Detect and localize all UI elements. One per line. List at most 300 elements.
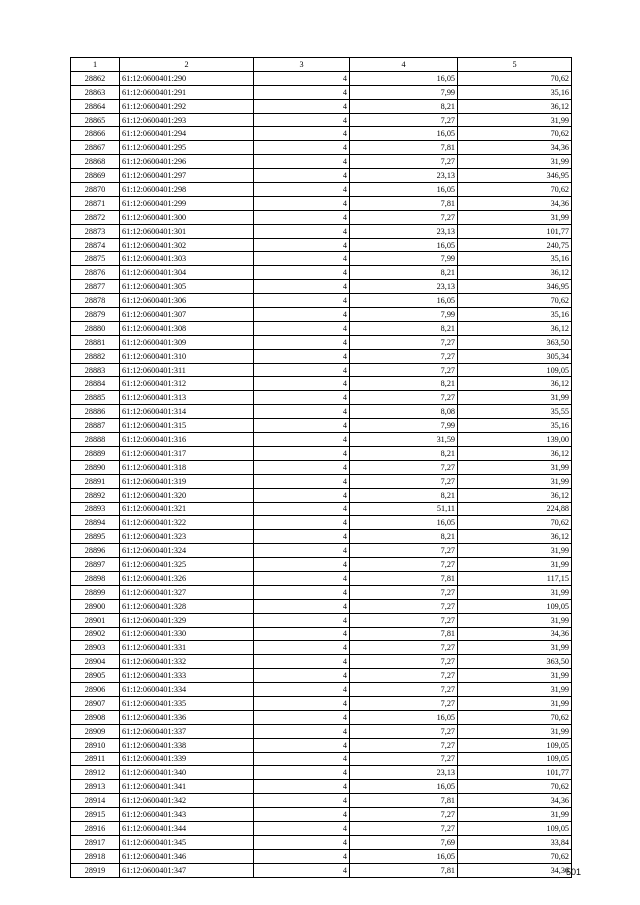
col5-value-cell: 31,99 <box>458 474 572 488</box>
col4-value-cell: 16,05 <box>350 238 458 252</box>
table-row <box>71 349 572 363</box>
table-row <box>71 85 572 99</box>
row-number-cell: 28910 <box>71 738 120 752</box>
col3-value-cell: 4 <box>254 516 350 530</box>
table-row <box>71 821 572 835</box>
cadastral-number-cell: 61:12:0600401:300 <box>120 210 254 224</box>
row-number-cell: 28899 <box>71 585 120 599</box>
cadastral-number-cell: 61:12:0600401:301 <box>120 224 254 238</box>
cadastral-number-cell: 61:12:0600401:317 <box>120 446 254 460</box>
header-col-2: 2 <box>120 58 254 72</box>
row-number-cell: 28879 <box>71 308 120 322</box>
col5-value-cell: 70,62 <box>458 710 572 724</box>
table-row <box>71 127 572 141</box>
row-number-cell: 28911 <box>71 752 120 766</box>
row-number-cell: 28885 <box>71 391 120 405</box>
row-number-cell: 28869 <box>71 169 120 183</box>
table-row <box>71 696 572 710</box>
col5-value-cell: 139,00 <box>458 433 572 447</box>
table-row <box>71 544 572 558</box>
table-row <box>71 321 572 335</box>
col3-value-cell: 4 <box>254 294 350 308</box>
col3-value-cell: 4 <box>254 585 350 599</box>
cadastral-number-cell: 61:12:0600401:337 <box>120 724 254 738</box>
col3-value-cell: 4 <box>254 321 350 335</box>
col4-value-cell: 7,27 <box>350 113 458 127</box>
col5-value-cell: 35,16 <box>458 419 572 433</box>
table-row <box>71 294 572 308</box>
col5-value-cell: 70,62 <box>458 780 572 794</box>
col3-value-cell: 4 <box>254 599 350 613</box>
col4-value-cell: 7,27 <box>350 391 458 405</box>
col4-value-cell: 23,13 <box>350 224 458 238</box>
row-number-cell: 28904 <box>71 655 120 669</box>
col5-value-cell: 31,99 <box>458 641 572 655</box>
row-number-cell: 28863 <box>71 85 120 99</box>
col3-value-cell: 4 <box>254 99 350 113</box>
row-number-cell: 28895 <box>71 530 120 544</box>
row-number-cell: 28900 <box>71 599 120 613</box>
col5-value-cell: 31,99 <box>458 155 572 169</box>
cadastral-number-cell: 61:12:0600401:307 <box>120 308 254 322</box>
col3-value-cell: 4 <box>254 308 350 322</box>
col4-value-cell: 7,99 <box>350 85 458 99</box>
col4-value-cell: 7,27 <box>350 210 458 224</box>
cadastral-number-cell: 61:12:0600401:314 <box>120 405 254 419</box>
table-row <box>71 280 572 294</box>
row-number-cell: 28878 <box>71 294 120 308</box>
col4-value-cell: 7,27 <box>350 613 458 627</box>
col3-value-cell: 4 <box>254 224 350 238</box>
cadastral-number-cell: 61:12:0600401:318 <box>120 460 254 474</box>
cadastral-table <box>70 57 572 878</box>
cadastral-number-cell: 61:12:0600401:302 <box>120 238 254 252</box>
row-number-cell: 28876 <box>71 266 120 280</box>
col3-value-cell: 4 <box>254 474 350 488</box>
col4-value-cell: 7,81 <box>350 571 458 585</box>
col3-value-cell: 4 <box>254 627 350 641</box>
col4-value-cell: 7,99 <box>350 252 458 266</box>
col3-value-cell: 4 <box>254 794 350 808</box>
cadastral-number-cell: 61:12:0600401:299 <box>120 196 254 210</box>
col5-value-cell: 31,99 <box>458 613 572 627</box>
col4-value-cell: 7,27 <box>350 738 458 752</box>
table-row <box>71 766 572 780</box>
table-row <box>71 780 572 794</box>
col5-value-cell: 34,36 <box>458 141 572 155</box>
col5-value-cell: 34,36 <box>458 627 572 641</box>
cadastral-number-cell: 61:12:0600401:323 <box>120 530 254 544</box>
cadastral-number-cell: 61:12:0600401:315 <box>120 419 254 433</box>
col4-value-cell: 16,05 <box>350 849 458 863</box>
row-number-cell: 28905 <box>71 669 120 683</box>
row-number-cell: 28872 <box>71 210 120 224</box>
row-number-cell: 28908 <box>71 710 120 724</box>
col3-value-cell: 4 <box>254 696 350 710</box>
col4-value-cell: 7,27 <box>350 724 458 738</box>
col4-value-cell: 7,27 <box>350 808 458 822</box>
col5-value-cell: 70,62 <box>458 183 572 197</box>
cadastral-number-cell: 61:12:0600401:342 <box>120 794 254 808</box>
col3-value-cell: 4 <box>254 488 350 502</box>
col5-value-cell: 36,12 <box>458 99 572 113</box>
col3-value-cell: 4 <box>254 363 350 377</box>
table-row <box>71 655 572 669</box>
col3-value-cell: 4 <box>254 835 350 849</box>
table-row <box>71 669 572 683</box>
table-row <box>71 474 572 488</box>
col4-value-cell: 8,21 <box>350 488 458 502</box>
cadastral-number-cell: 61:12:0600401:320 <box>120 488 254 502</box>
row-number-cell: 28892 <box>71 488 120 502</box>
row-number-cell: 28868 <box>71 155 120 169</box>
cadastral-number-cell: 61:12:0600401:336 <box>120 710 254 724</box>
header-row <box>71 58 572 72</box>
row-number-cell: 28917 <box>71 835 120 849</box>
col5-value-cell: 31,99 <box>458 808 572 822</box>
col4-value-cell: 7,27 <box>350 544 458 558</box>
cadastral-number-cell: 61:12:0600401:303 <box>120 252 254 266</box>
col4-value-cell: 16,05 <box>350 516 458 530</box>
cadastral-number-cell: 61:12:0600401:327 <box>120 585 254 599</box>
row-number-cell: 28880 <box>71 321 120 335</box>
col5-value-cell: 31,99 <box>458 669 572 683</box>
col4-value-cell: 7,27 <box>350 599 458 613</box>
cadastral-number-cell: 61:12:0600401:330 <box>120 627 254 641</box>
col4-value-cell: 7,81 <box>350 196 458 210</box>
col3-value-cell: 4 <box>254 280 350 294</box>
header-col-5: 5 <box>458 58 572 72</box>
row-number-cell: 28866 <box>71 127 120 141</box>
col4-value-cell: 16,05 <box>350 294 458 308</box>
cadastral-number-cell: 61:12:0600401:324 <box>120 544 254 558</box>
col5-value-cell: 35,16 <box>458 85 572 99</box>
col3-value-cell: 4 <box>254 433 350 447</box>
col4-value-cell: 8,08 <box>350 405 458 419</box>
col5-value-cell: 34,36 <box>458 794 572 808</box>
col3-value-cell: 4 <box>254 669 350 683</box>
cadastral-number-cell: 61:12:0600401:344 <box>120 821 254 835</box>
col5-value-cell: 117,15 <box>458 571 572 585</box>
col3-value-cell: 4 <box>254 613 350 627</box>
cadastral-number-cell: 61:12:0600401:343 <box>120 808 254 822</box>
col3-value-cell: 4 <box>254 766 350 780</box>
table-row <box>71 183 572 197</box>
col4-value-cell: 7,27 <box>350 460 458 474</box>
col4-value-cell: 7,27 <box>350 585 458 599</box>
cadastral-number-cell: 61:12:0600401:311 <box>120 363 254 377</box>
col5-value-cell: 36,12 <box>458 377 572 391</box>
row-number-cell: 28889 <box>71 446 120 460</box>
col4-value-cell: 8,21 <box>350 321 458 335</box>
col4-value-cell: 16,05 <box>350 710 458 724</box>
col4-value-cell: 7,99 <box>350 308 458 322</box>
row-number-cell: 28873 <box>71 224 120 238</box>
col5-value-cell: 70,62 <box>458 516 572 530</box>
row-number-cell: 28874 <box>71 238 120 252</box>
table-row <box>71 446 572 460</box>
table-row <box>71 460 572 474</box>
col4-value-cell: 7,27 <box>350 669 458 683</box>
table-row <box>71 683 572 697</box>
row-number-cell: 28894 <box>71 516 120 530</box>
col5-value-cell: 31,99 <box>458 585 572 599</box>
table-row <box>71 71 572 85</box>
row-number-cell: 28913 <box>71 780 120 794</box>
col4-value-cell: 7,69 <box>350 835 458 849</box>
cadastral-number-cell: 61:12:0600401:341 <box>120 780 254 794</box>
col4-value-cell: 7,27 <box>350 474 458 488</box>
table-row <box>71 627 572 641</box>
table-row <box>71 238 572 252</box>
col5-value-cell: 346,95 <box>458 169 572 183</box>
cadastral-number-cell: 61:12:0600401:328 <box>120 599 254 613</box>
table-row <box>71 502 572 516</box>
cadastral-number-cell: 61:12:0600401:346 <box>120 849 254 863</box>
col5-value-cell: 109,05 <box>458 752 572 766</box>
col3-value-cell: 4 <box>254 85 350 99</box>
cadastral-number-cell: 61:12:0600401:296 <box>120 155 254 169</box>
cadastral-number-cell: 61:12:0600401:292 <box>120 99 254 113</box>
col4-value-cell: 7,99 <box>350 419 458 433</box>
row-number-cell: 28896 <box>71 544 120 558</box>
col4-value-cell: 7,81 <box>350 627 458 641</box>
cadastral-number-cell: 61:12:0600401:313 <box>120 391 254 405</box>
col3-value-cell: 4 <box>254 571 350 585</box>
col4-value-cell: 7,81 <box>350 794 458 808</box>
col3-value-cell: 4 <box>254 724 350 738</box>
col5-value-cell: 35,55 <box>458 405 572 419</box>
col3-value-cell: 4 <box>254 780 350 794</box>
row-number-cell: 28918 <box>71 849 120 863</box>
row-number-cell: 28909 <box>71 724 120 738</box>
row-number-cell: 28903 <box>71 641 120 655</box>
col4-value-cell: 51,11 <box>350 502 458 516</box>
page-number: 501 <box>566 867 582 877</box>
row-number-cell: 28891 <box>71 474 120 488</box>
col3-value-cell: 4 <box>254 683 350 697</box>
col3-value-cell: 4 <box>254 155 350 169</box>
row-number-cell: 28886 <box>71 405 120 419</box>
cadastral-number-cell: 61:12:0600401:310 <box>120 349 254 363</box>
cadastral-number-cell: 61:12:0600401:297 <box>120 169 254 183</box>
col3-value-cell: 4 <box>254 655 350 669</box>
table-row <box>71 849 572 863</box>
col4-value-cell: 7,27 <box>350 155 458 169</box>
table-row <box>71 252 572 266</box>
col5-value-cell: 31,99 <box>458 683 572 697</box>
row-number-cell: 28912 <box>71 766 120 780</box>
table-row <box>71 169 572 183</box>
col4-value-cell: 7,27 <box>350 363 458 377</box>
row-number-cell: 28867 <box>71 141 120 155</box>
col4-value-cell: 7,81 <box>350 141 458 155</box>
table-row <box>71 141 572 155</box>
col4-value-cell: 7,81 <box>350 863 458 877</box>
table-row <box>71 585 572 599</box>
col3-value-cell: 4 <box>254 266 350 280</box>
table-row <box>71 808 572 822</box>
col5-value-cell: 36,12 <box>458 446 572 460</box>
cadastral-number-cell: 61:12:0600401:339 <box>120 752 254 766</box>
col3-value-cell: 4 <box>254 127 350 141</box>
col3-value-cell: 4 <box>254 544 350 558</box>
col5-value-cell: 109,05 <box>458 738 572 752</box>
col3-value-cell: 4 <box>254 71 350 85</box>
col3-value-cell: 4 <box>254 183 350 197</box>
col4-value-cell: 7,27 <box>350 683 458 697</box>
cadastral-number-cell: 61:12:0600401:345 <box>120 835 254 849</box>
cadastral-number-cell: 61:12:0600401:340 <box>120 766 254 780</box>
col3-value-cell: 4 <box>254 460 350 474</box>
col4-value-cell: 23,13 <box>350 280 458 294</box>
col5-value-cell: 305,34 <box>458 349 572 363</box>
row-number-cell: 28884 <box>71 377 120 391</box>
cadastral-number-cell: 61:12:0600401:305 <box>120 280 254 294</box>
table-header <box>71 58 572 72</box>
col3-value-cell: 4 <box>254 419 350 433</box>
table-row <box>71 710 572 724</box>
col4-value-cell: 8,21 <box>350 446 458 460</box>
col3-value-cell: 4 <box>254 196 350 210</box>
table-row <box>71 363 572 377</box>
row-number-cell: 28901 <box>71 613 120 627</box>
col4-value-cell: 16,05 <box>350 71 458 85</box>
col3-value-cell: 4 <box>254 738 350 752</box>
cadastral-number-cell: 61:12:0600401:334 <box>120 683 254 697</box>
col5-value-cell: 363,50 <box>458 335 572 349</box>
col4-value-cell: 23,13 <box>350 766 458 780</box>
header-col-1: 1 <box>71 58 120 72</box>
table-row <box>71 335 572 349</box>
col5-value-cell: 34,36 <box>458 196 572 210</box>
col4-value-cell: 7,27 <box>350 752 458 766</box>
table-row <box>71 738 572 752</box>
col3-value-cell: 4 <box>254 349 350 363</box>
table-row <box>71 752 572 766</box>
col3-value-cell: 4 <box>254 377 350 391</box>
row-number-cell: 28864 <box>71 99 120 113</box>
row-number-cell: 28871 <box>71 196 120 210</box>
table-row <box>71 210 572 224</box>
table-row <box>71 863 572 877</box>
row-number-cell: 28888 <box>71 433 120 447</box>
col3-value-cell: 4 <box>254 210 350 224</box>
cadastral-number-cell: 61:12:0600401:294 <box>120 127 254 141</box>
table-row <box>71 266 572 280</box>
cadastral-number-cell: 61:12:0600401:347 <box>120 863 254 877</box>
cadastral-number-cell: 61:12:0600401:332 <box>120 655 254 669</box>
table-body <box>71 71 572 877</box>
col4-value-cell: 7,27 <box>350 655 458 669</box>
cadastral-number-cell: 61:12:0600401:333 <box>120 669 254 683</box>
col4-value-cell: 8,21 <box>350 530 458 544</box>
col4-value-cell: 7,27 <box>350 558 458 572</box>
col5-value-cell: 224,88 <box>458 502 572 516</box>
col3-value-cell: 4 <box>254 238 350 252</box>
cadastral-number-cell: 61:12:0600401:322 <box>120 516 254 530</box>
col3-value-cell: 4 <box>254 641 350 655</box>
row-number-cell: 28902 <box>71 627 120 641</box>
row-number-cell: 28870 <box>71 183 120 197</box>
col5-value-cell: 70,62 <box>458 849 572 863</box>
table-row <box>71 113 572 127</box>
row-number-cell: 28893 <box>71 502 120 516</box>
table-row <box>71 488 572 502</box>
cadastral-number-cell: 61:12:0600401:298 <box>120 183 254 197</box>
row-number-cell: 28875 <box>71 252 120 266</box>
col3-value-cell: 4 <box>254 169 350 183</box>
row-number-cell: 28882 <box>71 349 120 363</box>
col5-value-cell: 31,99 <box>458 544 572 558</box>
cadastral-number-cell: 61:12:0600401:329 <box>120 613 254 627</box>
col5-value-cell: 31,99 <box>458 210 572 224</box>
table-row <box>71 419 572 433</box>
row-number-cell: 28907 <box>71 696 120 710</box>
col5-value-cell: 109,05 <box>458 363 572 377</box>
col5-value-cell: 34,36 <box>458 863 572 877</box>
row-number-cell: 28887 <box>71 419 120 433</box>
row-number-cell: 28919 <box>71 863 120 877</box>
col3-value-cell: 4 <box>254 821 350 835</box>
row-number-cell: 28916 <box>71 821 120 835</box>
col3-value-cell: 4 <box>254 530 350 544</box>
col3-value-cell: 4 <box>254 391 350 405</box>
col5-value-cell: 31,99 <box>458 113 572 127</box>
col3-value-cell: 4 <box>254 141 350 155</box>
table-row <box>71 391 572 405</box>
col4-value-cell: 16,05 <box>350 127 458 141</box>
col5-value-cell: 109,05 <box>458 821 572 835</box>
table-row <box>71 641 572 655</box>
cadastral-number-cell: 61:12:0600401:331 <box>120 641 254 655</box>
col5-value-cell: 70,62 <box>458 294 572 308</box>
col4-value-cell: 16,05 <box>350 780 458 794</box>
col3-value-cell: 4 <box>254 710 350 724</box>
cadastral-number-cell: 61:12:0600401:293 <box>120 113 254 127</box>
col5-value-cell: 36,12 <box>458 488 572 502</box>
col4-value-cell: 8,21 <box>350 377 458 391</box>
col5-value-cell: 33,84 <box>458 835 572 849</box>
col5-value-cell: 31,99 <box>458 724 572 738</box>
cadastral-number-cell: 61:12:0600401:325 <box>120 558 254 572</box>
col5-value-cell: 346,95 <box>458 280 572 294</box>
cadastral-number-cell: 61:12:0600401:321 <box>120 502 254 516</box>
table-row <box>71 724 572 738</box>
col4-value-cell: 7,27 <box>350 349 458 363</box>
cadastral-number-cell: 61:12:0600401:309 <box>120 335 254 349</box>
header-col-3: 3 <box>254 58 350 72</box>
cadastral-number-cell: 61:12:0600401:304 <box>120 266 254 280</box>
table-row <box>71 377 572 391</box>
col4-value-cell: 8,21 <box>350 266 458 280</box>
row-number-cell: 28914 <box>71 794 120 808</box>
col4-value-cell: 7,27 <box>350 821 458 835</box>
cadastral-number-cell: 61:12:0600401:306 <box>120 294 254 308</box>
col5-value-cell: 70,62 <box>458 71 572 85</box>
table-row <box>71 99 572 113</box>
row-number-cell: 28862 <box>71 71 120 85</box>
col3-value-cell: 4 <box>254 849 350 863</box>
header-col-4: 4 <box>350 58 458 72</box>
cadastral-number-cell: 61:12:0600401:326 <box>120 571 254 585</box>
col5-value-cell: 109,05 <box>458 599 572 613</box>
col3-value-cell: 4 <box>254 446 350 460</box>
col5-value-cell: 240,75 <box>458 238 572 252</box>
col4-value-cell: 8,21 <box>350 99 458 113</box>
col4-value-cell: 7,27 <box>350 696 458 710</box>
col5-value-cell: 101,77 <box>458 766 572 780</box>
